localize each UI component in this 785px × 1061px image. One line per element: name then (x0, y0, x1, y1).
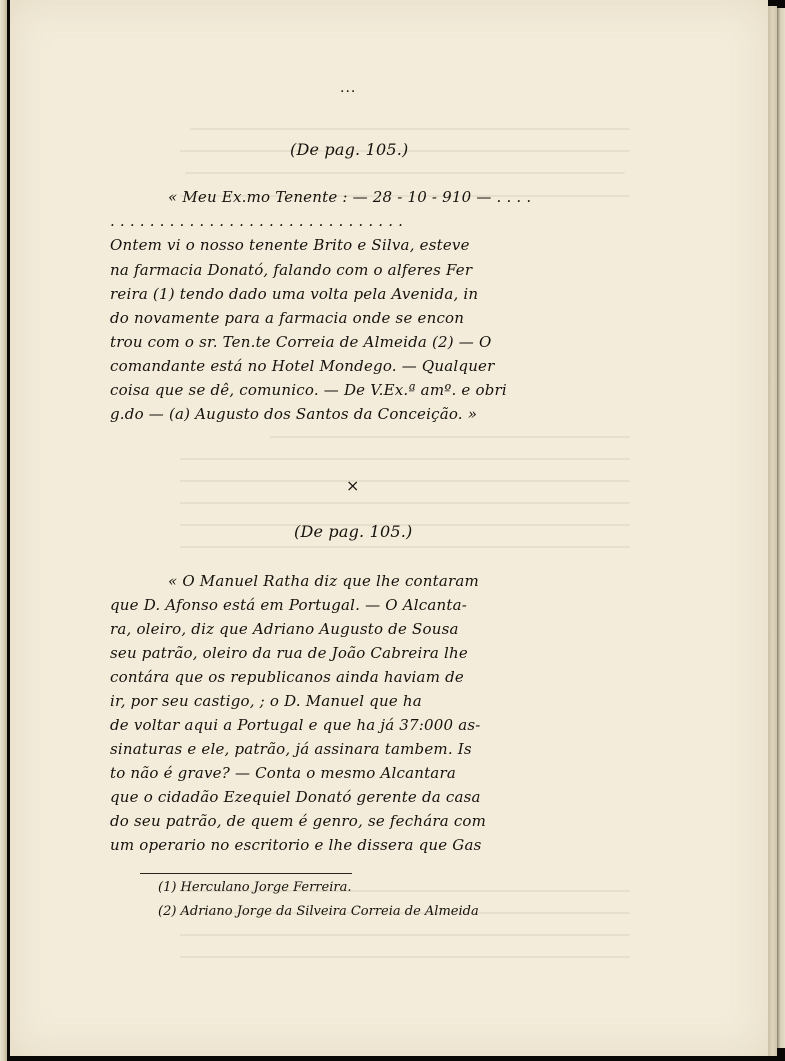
text-line: na farmacia Donató, falando com o alferes Fer (110, 261, 473, 279)
bleed-line (180, 546, 630, 548)
bleed-line (180, 934, 630, 936)
section-separator: × (346, 476, 360, 495)
bleed-line (185, 172, 625, 174)
text-line: contára que os republicanos ainda haviam de (110, 668, 464, 686)
text-line: trou com o sr. Ten.te Correia de Almeida (2) — O (110, 333, 492, 351)
bleed-line (180, 956, 630, 958)
bleed-line (190, 128, 630, 130)
text-line: do novamente para a farmacia onde se encon (110, 309, 465, 327)
right-cover-edge (777, 8, 785, 1048)
left-page-edge (0, 0, 7, 1061)
block1-source-reference: (De pag. 105.) (290, 140, 409, 159)
bleed-line (180, 480, 630, 482)
text-line: coisa que se dê, comunico. — De V.Ex.ª amº. e obri (110, 381, 507, 399)
text-line: de voltar aqui a Portugal e que ha já 37:000 as- (110, 716, 481, 734)
text-line: . . . . . . . . . . . . . . . . . . . . . . . . . . . . . . (110, 212, 404, 230)
text-line: seu patrão, oleiro da rua de João Cabreira lhe (110, 644, 468, 662)
text-line: to não é grave? — Conta o mesmo Alcantara (110, 764, 456, 782)
text-line: comandante está no Hotel Mondego. — Qualquer (110, 357, 495, 375)
bleed-line (270, 436, 630, 438)
text-line: g.do — (a) Augusto dos Santos da Conceição. » (110, 405, 478, 423)
handwritten-page (10, 0, 768, 1056)
footnote-divider (140, 873, 352, 874)
footnote-1: (1) Herculano Jorge Ferreira. (158, 880, 352, 895)
right-page-edge (768, 6, 777, 1056)
bleed-line (180, 502, 630, 504)
text-line: sinaturas e ele, patrão, já assinara tambem. Is (110, 740, 472, 758)
text-line: « Meu Ex.mo Tenente : — 28 - 10 - 910 — . . . . (168, 188, 532, 206)
text-line: ir, por seu castigo, ; o D. Manuel que ha (110, 692, 422, 710)
text-line: Ontem vi o nosso tenente Brito e Silva, esteve (110, 236, 470, 254)
block2-source-reference: (De pag. 105.) (294, 522, 413, 541)
footnote-2: (2) Adriano Jorge da Silveira Correia de Almeida (158, 904, 479, 919)
text-line: « O Manuel Ratha diz que lhe contaram (168, 572, 479, 590)
bleed-line (180, 458, 630, 460)
text-line: que o cidadão Ezequiel Donató gerente da casa (110, 788, 481, 806)
text-line: reira (1) tendo dado uma volta pela Avenida, in (110, 285, 479, 303)
text-line: um operario no escritorio e lhe dissera que Gas (110, 836, 482, 854)
text-line: ra, oleiro, diz que Adriano Augusto de Sousa (110, 620, 459, 638)
text-line: do seu patrão, de quem é genro, se fechára com (110, 812, 487, 830)
text-line: que D. Afonso está em Portugal. — O Alcanta- (110, 596, 467, 614)
page-marker: ... (340, 80, 357, 96)
